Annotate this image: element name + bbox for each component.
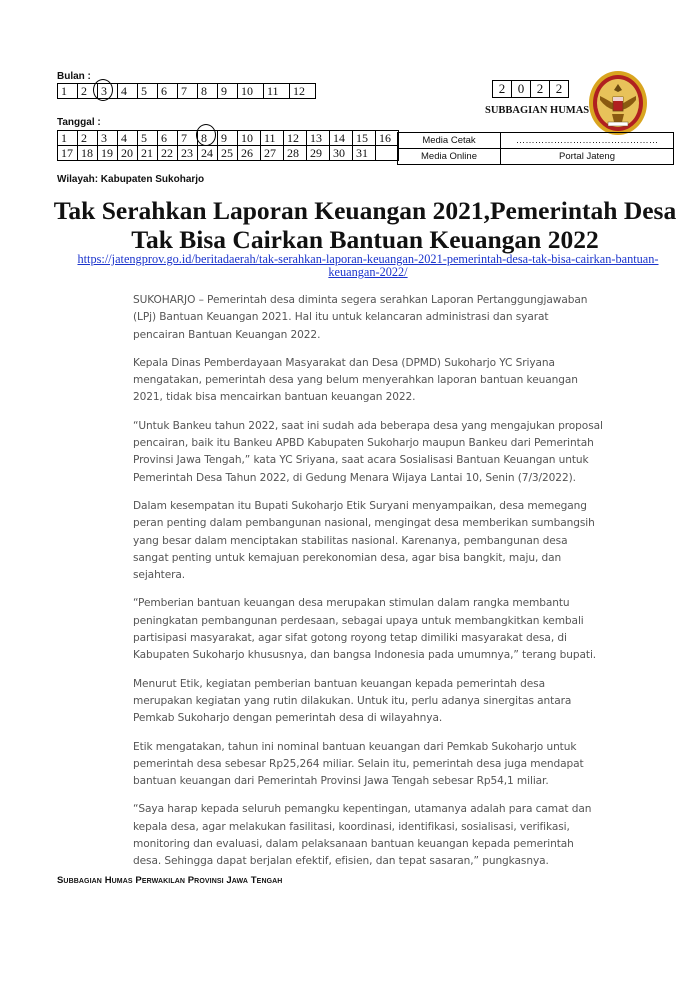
date-cell: 31 (353, 146, 376, 161)
month-cell: 6 (158, 84, 178, 99)
date-cell: 3 (98, 131, 118, 146)
date-cell: 17 (58, 146, 78, 161)
article-paragraph: “Untuk Bankeu tahun 2022, saat ini sudah ada beberapa desa yang mengajukan proposal pencairan, baik itu Bankeu APBD Kabupaten Sukoharjo maupun Bankeu dari Pemerintah Provinsi Jawa Tengah,” kata YC Sriyana, saat acara Sosialisasi Bantuan Keuangan untuk Pemerintah Desa Tahun 2022, di Gedung Menara Wijaya Lantai 10, Senin (7/3/2022). (133, 419, 603, 484)
date-cell: 26 (238, 146, 261, 161)
date-cell: 24 (198, 146, 218, 161)
article-url-link[interactable]: https://jatengprov.go.id/beritadaerah/tak-serahkan-laporan-keuangan-2021-pemerintah-desa-tak-bisa-cairkan-bantuan-keuangan-2022/ (77, 252, 659, 279)
date-cell: 21 (138, 146, 158, 161)
year-digit: 2 (550, 81, 569, 98)
month-cell: 8 (198, 84, 218, 99)
footer-label: Subbagian Humas Perwakilan Provinsi Jawa Tengah (57, 875, 283, 886)
month-cell: 11 (264, 84, 290, 99)
month-cell: 5 (138, 84, 158, 99)
month-cell: 2 (78, 84, 98, 99)
garuda-emblem-icon (588, 70, 648, 136)
date-cell (376, 146, 399, 161)
year-boxes (492, 80, 569, 98)
date-cell: 7 (178, 131, 198, 146)
selected-month-circle (93, 79, 113, 101)
media-online-label: Media Online (398, 149, 501, 165)
tanggal-label: Tanggal : (57, 117, 101, 128)
article-paragraph: “Pemberian bantuan keuangan desa merupakan stimulan dalam rangka membantu peningkatan pembangunan perdesaan, sebagai upaya untuk membangkitkan kembali partisipasi masyarakat, agar sifat gotong royong tetap dimiliki masyarakat desa, di Kabupaten Sukoharjo khususnya, dan bangsa Indonesia pada umumnya,” terang bupati. (133, 597, 597, 662)
date-cell: 19 (98, 146, 118, 161)
date-cell: 12 (284, 131, 307, 146)
date-table (57, 130, 399, 161)
date-cell: 6 (158, 131, 178, 146)
year-digit: 2 (493, 81, 512, 98)
month-cell: 12 (290, 84, 316, 99)
date-cell: 16 (376, 131, 399, 146)
month-cell: 10 (238, 84, 264, 99)
article-paragraph: Etik mengatakan, tahun ini nominal bantuan keuangan dari Pemkab Sukoharjo untuk pemerintah desa sebesar Rp25,264 miliar. Selain itu, pemerintah desa juga mendapat bantuan keuangan dari Pemerintah Provinsi Jawa Tengah sebesar Rp54,1 miliar. (133, 740, 584, 788)
year-digit: 2 (531, 81, 550, 98)
date-cell: 23 (178, 146, 198, 161)
wilayah-label: Wilayah: Kabupaten Sukoharjo (57, 174, 205, 185)
media-cetak-label: Media Cetak (398, 133, 501, 149)
date-cell: 1 (58, 131, 78, 146)
date-cell: 11 (261, 131, 284, 146)
date-cell: 18 (78, 146, 98, 161)
month-cell: 4 (118, 84, 138, 99)
month-cell: 9 (218, 84, 238, 99)
subbagian-humas-label: SUBBAGIAN HUMAS (485, 105, 590, 116)
date-cell: 27 (261, 146, 284, 161)
month-cell: 3 (98, 84, 118, 99)
month-cell: 1 (58, 84, 78, 99)
date-cell: 28 (284, 146, 307, 161)
date-cell: 15 (353, 131, 376, 146)
selected-date-circle (196, 124, 216, 146)
date-cell: 5 (138, 131, 158, 146)
year-digit: 0 (512, 81, 531, 98)
date-cell: 9 (218, 131, 238, 146)
article-title: Tak Serahkan Laporan Keuangan 2021,Pemerintah Desa Tak Bisa Cairkan Bantuan Keuangan 2022 (53, 196, 677, 254)
article-paragraph: SUKOHARJO – Pemerintah desa diminta segera serahkan Laporan Pertanggungjawaban (LPj) Bantuan Keuangan 2021. Hal itu untuk kelancaran administrasi dan syarat pencairan Bantuan Keuangan 2022. (133, 294, 588, 341)
date-cell: 25 (218, 146, 238, 161)
date-cell: 30 (330, 146, 353, 161)
date-cell: 10 (238, 131, 261, 146)
article-paragraph: Kepala Dinas Pemberdayaan Masyarakat dan Desa (DPMD) Sukoharjo YC Sriyana mengatakan, pemerintah desa yang belum menyerahkan laporan bantuan keuangan 2021, tidak bisa mencairkan bantuan keuangan 2022. (133, 356, 578, 404)
article-paragraph: “Saya harap kepada seluruh pemangku kepentingan, utamanya adalah para camat dan kepala desa, agar melakukan fasilitasi, koordinasi, identifikasi, sosialisasi, verifikasi, monitoring dan evaluasi, dalam pelaksanaan bantuan keuangan kepada pemerintah desa. Sehingga dapat berjalan efektif, efisien, dan tepat sasaran,” pungkasnya. (133, 803, 592, 868)
article-body (133, 292, 603, 882)
date-cell: 13 (307, 131, 330, 146)
date-cell: 8 (198, 131, 218, 146)
date-cell: 20 (118, 146, 138, 161)
date-cell: 29 (307, 146, 330, 161)
article-paragraph: Dalam kesempatan itu Bupati Sukoharjo Etik Suryani menyampaikan, desa memegang peran penting dalam pembangunan nasional, mengingat desa memberikan sumbangsih yang besar dalam menciptakan stabilitas nasional. Karenanya, pembangunan desa sangat penting untuk kemajuan perekonomian desa, agar bisa bangkit, maju, dan sejahtera. (133, 499, 595, 582)
media-online-value: Portal Jateng (501, 149, 674, 165)
month-cell: 7 (178, 84, 198, 99)
media-table (397, 132, 674, 165)
article-paragraph: Menurut Etik, kegiatan pemberian bantuan keuangan kepada pemerintah desa merupakan kegiatan yang rutin dilakukan. Untuk itu, perlu adanya sinergitas antara Pemkab Sukoharjo dengan pemerintah desa di wilayahnya. (133, 677, 572, 725)
date-cell: 2 (78, 131, 98, 146)
bulan-label: Bulan : (57, 71, 91, 82)
date-cell: 22 (158, 146, 178, 161)
date-cell: 14 (330, 131, 353, 146)
media-cetak-value: ……………………………………… (501, 133, 674, 149)
date-cell: 4 (118, 131, 138, 146)
